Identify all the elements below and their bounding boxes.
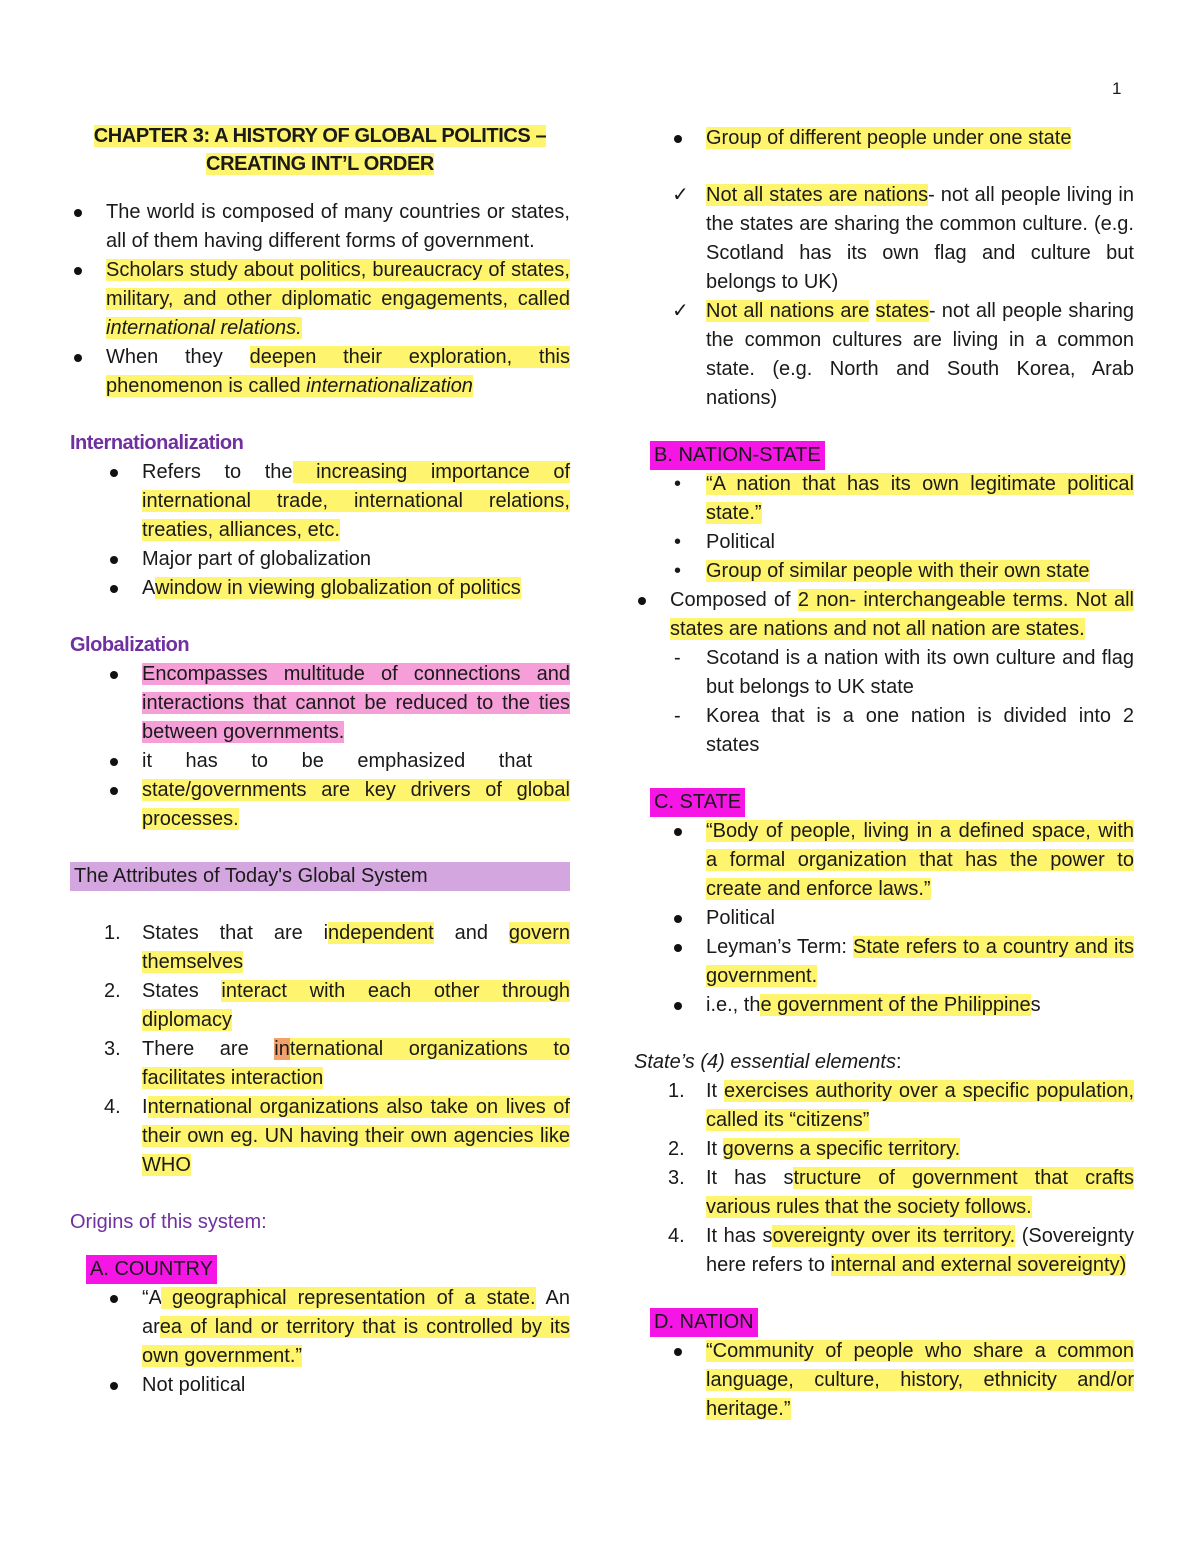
- right-column: [634, 124, 1134, 1424]
- title-line-1: CHAPTER 3: A HISTORY OF GLOBAL POLITICS –: [93, 125, 547, 147]
- title-line-2: CREATING INT’L ORDER: [206, 153, 434, 175]
- list-item: Not political: [70, 1371, 570, 1400]
- list-item: 3. There are international organizations to facilitates interaction: [104, 1038, 570, 1089]
- nation-state-label: B. NATION-STATE: [650, 441, 825, 470]
- globalization-list: [70, 660, 570, 834]
- list-item: 1. States that are independent and govern themselves: [104, 922, 571, 973]
- list-item: 4. International organizations also take on lives of their own eg. UN having their own agencies like WHO: [104, 1096, 570, 1176]
- page-number: 1: [1112, 79, 1122, 98]
- list-item: • “A nation that has its own legitimate political state.”: [634, 470, 1134, 528]
- list-item: Refers to the increasing importance of international trade, international relations, treaties, alliances, etc.: [70, 458, 570, 545]
- nation-state-dashes: [634, 644, 1134, 760]
- list-item: 3. It has structure of government that crafts various rules that the society follows.: [668, 1167, 1134, 1218]
- attributes-heading: The Attributes of Today's Global System: [70, 862, 570, 891]
- composed-list: [634, 586, 1134, 644]
- list-item: Encompasses multitude of connections and interactions that cannot be reduced to the ties between governments.: [70, 660, 570, 747]
- nation-top-list: [634, 124, 1134, 153]
- nation-checks: [634, 181, 1134, 413]
- internationalization-heading: Internationalization: [70, 432, 244, 454]
- list-item: it has to be emphasized that: [70, 747, 570, 776]
- list-item: Major part of globalization: [70, 545, 570, 574]
- list-item: “A geographical representation of a state. An area of land or territory that is controlled by its own government.”: [70, 1284, 570, 1371]
- country-list: [70, 1284, 570, 1400]
- list-item: • Political: [634, 528, 1134, 557]
- list-item: - Korea that is a one nation is divided into 2 states: [634, 702, 1134, 760]
- list-item: 4. It has sovereignty over its territory. (Sovereignty here refers to internal and external sovereignty): [668, 1225, 1134, 1276]
- globalization-heading: Globalization: [70, 634, 190, 656]
- elements-list: [634, 1077, 1134, 1280]
- list-item: state/governments are key drivers of global processes.: [70, 776, 570, 834]
- internationalization-list: [70, 458, 570, 603]
- left-column: [70, 122, 570, 1400]
- list-item: “Body of people, living in a defined space, with a formal organization that has the power to create and enforce laws.”: [634, 817, 1134, 904]
- page-title: [70, 122, 570, 178]
- list-item: 2. It governs a specific territory.: [668, 1138, 961, 1160]
- intro-list: [70, 198, 570, 401]
- list-item: “Community of people who share a common language, culture, history, ethnicity and/or heritage.”: [634, 1337, 1134, 1424]
- elements-heading: State’s (4) essential elements:: [634, 1051, 902, 1073]
- nation-list: [634, 1337, 1134, 1424]
- list-item: - Scotand is a nation with its own culture and flag but belongs to UK state: [634, 644, 1134, 702]
- list-item: ✓ Not all nations are states- not all people sharing the common cultures are living in a common state. (e.g. North and South Korea, Arab nations): [634, 297, 1134, 413]
- origins-heading: Origins of this system:: [70, 1211, 267, 1233]
- nation-label: D. NATION: [650, 1308, 758, 1337]
- list-item: The world is composed of many countries or states, all of them having different forms of government.: [70, 198, 570, 256]
- list-item: • Group of similar people with their own state: [634, 557, 1134, 586]
- list-item: 2. States interact with each other through diplomacy: [104, 980, 570, 1031]
- list-item: Composed of 2 non- interchangeable terms. Not all states are nations and not all nation are states.: [634, 586, 1134, 644]
- attributes-list: [70, 919, 570, 1180]
- state-list: [634, 817, 1134, 1020]
- list-item: When they deepen their exploration, this phenomenon is called internationalization: [70, 343, 570, 401]
- list-item: Leyman’s Term: State refers to a country and its government.: [634, 933, 1134, 991]
- country-label: A. COUNTRY: [86, 1255, 217, 1284]
- nation-state-list: [634, 470, 1134, 586]
- list-item: Group of different people under one state: [634, 124, 1134, 153]
- list-item: 1. It exercises authority over a specific population, called its “citizens”: [668, 1080, 1134, 1131]
- list-item: i.e., the government of the Philippines: [634, 991, 1134, 1020]
- list-item: ✓ Not all states are nations- not all people living in the states are sharing the common culture. (e.g. Scotland has its own flag and culture but belongs to UK): [634, 181, 1134, 297]
- list-item: Political: [634, 904, 1134, 933]
- list-item: Scholars study about politics, bureaucracy of states, military, and other diplomatic engagements, called international relations.: [70, 256, 570, 343]
- list-item: Awindow in viewing globalization of politics: [70, 574, 570, 603]
- state-label: C. STATE: [650, 788, 745, 817]
